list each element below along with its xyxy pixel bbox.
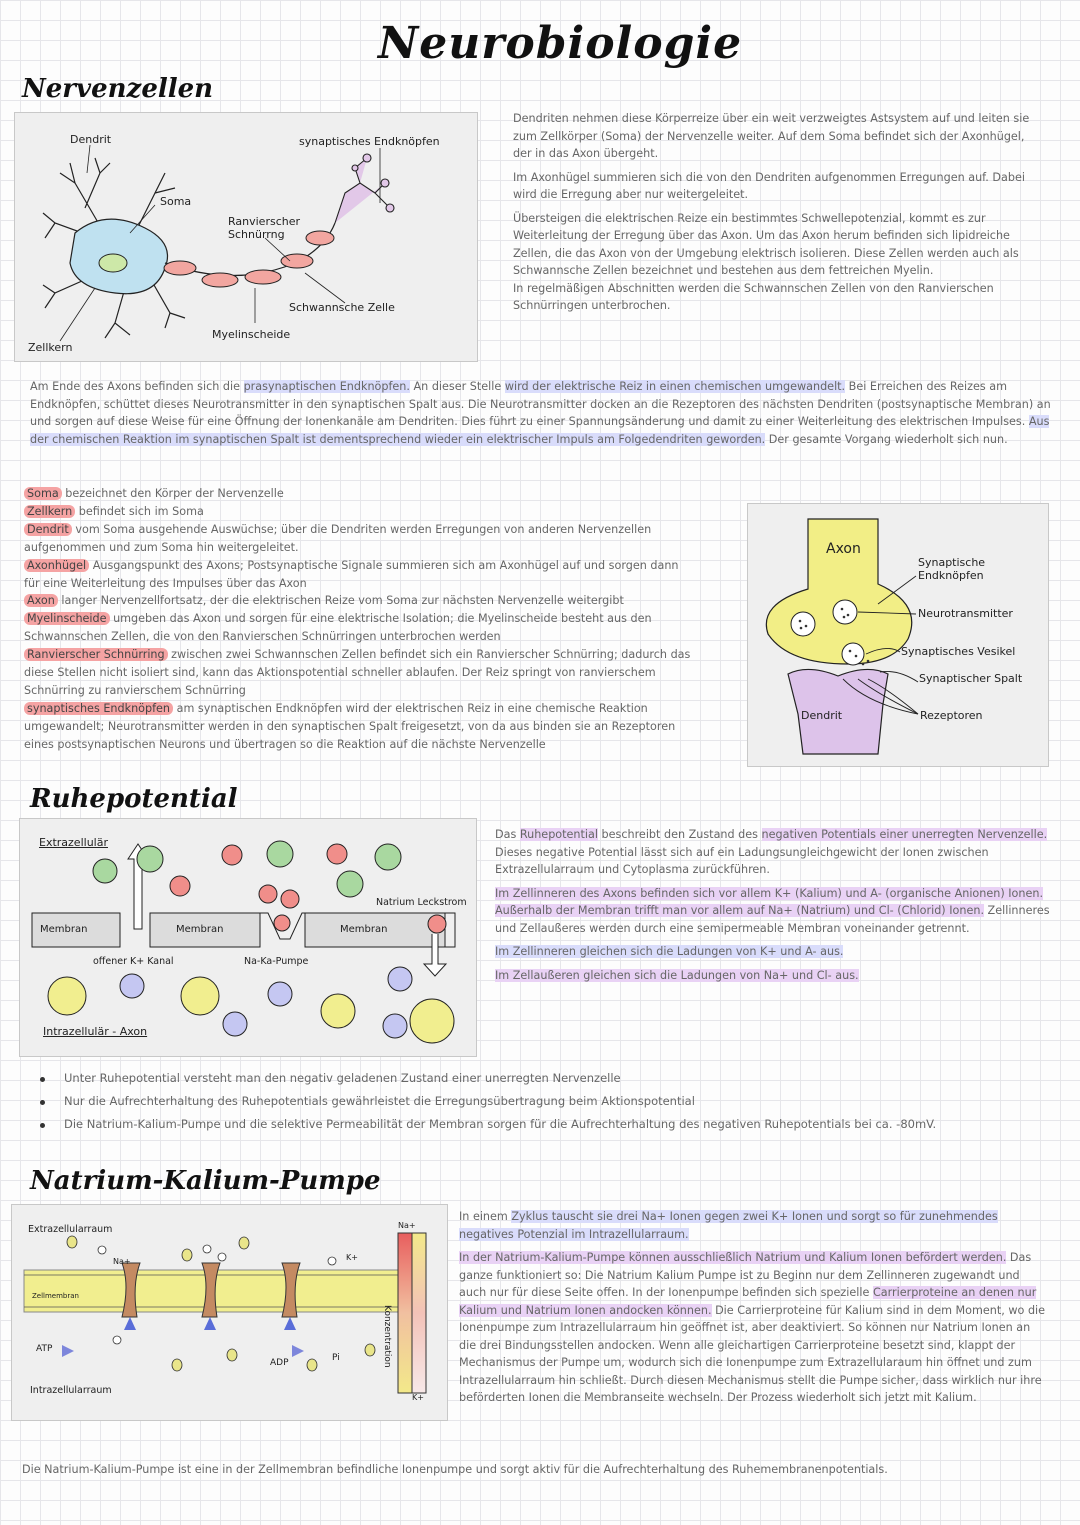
para-highlight: Aus der chemischen Reaktion im synaptischen Spalt ist dementsprechend wieder ein elektrischer Impuls am Folgedendriten geworden. [30,415,1050,446]
highlighted-text: negativen Potentials einer unerregten Nervenzelle. [761,828,1048,841]
bullet-dot [40,1123,45,1128]
pumpe-text [459,1208,1049,1413]
term-definition: bezeichnet den Körper der Nervenzelle [61,487,284,500]
nkp-label-extra: Extrazellularraum [28,1224,113,1235]
synapse-diagram [747,503,1049,767]
term-item [24,700,694,754]
paragraph [495,885,1050,938]
ruhe-label-pumpe: Na-Ka-Pumpe [244,956,309,967]
syn-label-endknopfen: Synaptische Endknöpfen [918,556,986,582]
para-highlight: prasynaptischen Endknöpfen. [243,380,410,393]
highlighted-text: Im Zellaußeren gleichen sich die Ladungen von Na+ und Cl- aus. [495,968,859,982]
syn-label-spalt: Synaptischer Spalt [919,672,1023,685]
syn-label-neuro: Neurotransmitter [918,607,1013,620]
text: Das [495,828,520,841]
label-myelin: Myelinscheide [212,328,291,341]
term-item [24,610,694,646]
nkp-label-intra: Intrazellularraum [30,1385,112,1396]
highlighted-text: In der Natrium-Kalium-Pumpe können ausschließlich Natrium und Kalium Ionen befördert werden. [459,1251,1007,1264]
nkp-label-k-1: K+ [346,1253,358,1262]
nkp-label-zellmembran: Zellmembran [32,1292,79,1300]
ruhe-label-membran-1: Membran [40,924,88,935]
ruhepotential-diagram [19,818,477,1057]
neuron-text-1: Dendriten nehmen diese Körperreize über ein weit verzweigtes Astsystem auf und leiten sie zum Zellkörper (Soma) der Nervenzelle weiter. Auf dem Soma befindet sich der Axonhügel, der in das Axon übergeht. [513,112,1030,160]
term-label: Zellkern [24,505,75,518]
nkp-label-pi: Pi [332,1353,340,1363]
page-title: Neurobiologie [378,18,743,69]
label-ranvier: Ranvierscher Schnürrng [228,215,301,241]
bullet-item [40,1117,936,1131]
highlighted-text: Im Zellinneren des Axons befinden sich vor allem K+ (Kalium) und A- (organische Anionen) Ionen. [495,886,1044,900]
bullet-item [40,1071,621,1085]
ruhe-label-membran-3: Membran [340,924,388,935]
ruhe-label-kanal: offener K+ Kanal [93,956,174,967]
term-item [24,485,694,503]
para-text: Am Ende des Axons befinden sich die [30,380,244,393]
text: beschreibt den Zustand des [597,828,762,841]
bullet-text: Nur die Aufrechterhaltung des Ruhepotentials gewährleistet die Erregungsübertragung beim Aktionspotential [64,1094,695,1108]
bullet-text: Unter Ruhepotential versteht man den negativ geladenen Zustand einer unerregten Nervenzelle [64,1071,621,1085]
term-item [24,646,694,700]
paragraph [459,1208,1049,1243]
text: Dieses negative Potential lässt sich auf ein Ladungsungleichgewicht der Ionen zwischen Extrazellularraum und Cytoplasma zurückführen. [495,845,989,876]
para-text: Bei Erreichen des Reizes am Endknöpfen, schüttet dieses Neurotransmitter in den synaptischen Spalt aus. Die Neurotransmitter docken an die Rezeptoren des nächsten Dendriten (postsynaptische Membran) an und sorgen auf diese Weise für eine Öffnung der Ionenkanäle am Dendriten. Dies führt zu einer Spannungsänderung und damit zu einer Weiterleitung des elektrischen Impulses. [30,380,1051,428]
synapse-paragraph [30,378,1070,448]
label-dendrit: Dendrit [70,133,112,146]
membrane-illustration [20,819,476,1056]
pumpe-footer: Die Natrium-Kalium-Pumpe ist eine in der Zellmembran befindliche Ionenpumpe und sorgt aktiv für die Aufrechterhaltung des Ruhemembranenpotentials. [22,1463,888,1476]
term-definition: am synaptischen Endknöpfen wird der elektrischen Reiz in eine chemische Reaktion umgewandelt; Neurotransmitter werden in den synaptischen Spalt freigesetzt, von da aus binden sie an Rezeptoren eines postsynaptischen Neurons und übertragen so die Reaktion auf die nächste Nervenzelle [24,701,676,751]
bullet-text: Die Natrium-Kalium-Pumpe und die selektive Permeabilität der Membran sorgen für die Aufrechterhaltung des negativen Ruhepotentials bei ca. -80mV. [64,1117,937,1131]
label-schwann: Schwannsche Zelle [289,301,395,314]
ruhe-label-leck: Natrium Leckstrom [376,897,467,908]
term-definition: zwischen zwei Schwannschen Zellen befindet sich ein Ranvierscher Schnürring; dadurch das diese Stellen nicht isoliert sind, kann das Aktionspotential schneller ablaufen. Der Reiz springt von ranvierschem Schnürring zu ranvierschem Schnürring [24,648,691,697]
paragraph [495,826,1050,879]
bullet-dot [40,1100,45,1105]
highlighted-text: Ruhepotential [519,828,598,841]
label-soma: Soma [160,195,192,208]
paragraph [495,967,1050,985]
section-heading-pumpe: Natrium-Kalium-Pumpe [30,1166,381,1196]
term-definition: umgeben das Axon und sorgen für eine elektrische Isolation; die Myelinscheide besteht aus den Schwannschen Zellen, die von den Ranvierschen Schnürringen unterbrochen werden [24,612,652,644]
term-definition: befindet sich im Soma [75,504,204,518]
nkp-label-k-2: K+ [412,1393,424,1402]
ruhepotential-text [495,826,1050,990]
term-definition: vom Soma ausgehende Auswüchse; über die Dendriten werden Erregungen von anderen Nervenzellen aufgenommen und zum Soma hin weitergeleitet. [24,522,652,554]
neuron-description [513,110,1038,321]
term-label: Axon [24,594,58,607]
syn-label-vesikel: Synaptisches Vesikel [901,645,1016,658]
term-label: Myelinscheide [24,612,110,625]
nkp-label-atp: ATP [36,1344,53,1354]
term-definition: langer Nervenzellfortsatz, der die elektrischen Reize vom Soma zur nächsten Nervenzelle weitergibt [57,594,624,608]
term-item [24,557,694,593]
bullet-dot [40,1077,45,1082]
neuron-text-3: Übersteigen die elektrischen Reize ein bestimmtes Schwellepotenzial, kommt es zur Weiterleitung der Erregung über das Axon. Um das Axon herum befinden sich lipidreiche Zellen, die das Axon von der Umgebung elektrisch isolieren. Diese Zellen werden auch als Schwannsche Zellen bezeichnet und bestehen aus dem fettreichen Myelin. In regelmäßigen Abschnitten werden die Schwannschen Zellen von den Ranvierschen Schnürringen unterbrochen. [513,211,1019,312]
section-heading-ruhepotential: Ruhepotential [30,784,238,814]
para-text: An dieser Stelle [409,380,505,393]
syn-label-axon: Axon [826,541,861,557]
ruhe-label-intra: Intrazellulär - Axon [43,1025,148,1038]
nkp-label-na-1: Na+ [113,1257,131,1266]
term-item [24,521,694,557]
highlighted-text: Im Zellinneren gleichen sich die Ladungen von K+ und A- aus. [495,945,844,958]
syn-label-dendrit: Dendrit [801,709,843,722]
ruhe-label-extra: Extrazellulär [39,836,108,849]
bullet-item [40,1094,695,1108]
term-label: Ranvierscher Schnürring [24,648,168,661]
text: In einem [459,1210,512,1223]
text: Die Carrierproteine für Kalium sind in dem Moment, wo die Ionenpumpe zum Intrazellularraum hin geöffnet ist, aber deaktiviert. So können nur Natrium Ionen an die drei Bindungsstellen andocken. Wenn alle gleichartigen Carrierproteine besetzt sind, klappt der Mechanismus der Pumpe um, wodurch sich die Ionenpumpe zum Extrazellularaum hin öffnet und zum Intrazellularraum hin schließt. Durch diesen Mechanismus stellt die Pumpe sicher, dass wirklich nur ihre beförderten Ionen die Membranseite wechseln. Der Prozess wiederholt sich jetzt mit Kalium. [459,1303,1046,1404]
paragraph [459,1249,1049,1407]
section-heading-nervenzellen: Nervenzellen [22,74,214,104]
ruhe-label-membran-2: Membran [176,924,224,935]
highlighted-text: Außerhalb der Membran trifft man vor allem auf Na+ (Natrium) und Cl- (Chlorid) Ionen. [495,904,984,917]
highlighted-text: Zyklus tauscht sie drei Na+ Ionen gegen zwei K+ Ionen und sorgt so für zunehmendes negatives Potenzial im Intrazellularraum. [459,1210,998,1241]
term-list [24,485,694,754]
paragraph [495,943,1050,961]
term-item [24,503,694,521]
nkp-label-adp: ADP [270,1358,289,1368]
label-zellkern: Zellkern [28,341,73,354]
term-definition: Ausgangspunkt des Axons; Postsynaptische Signale summieren sich am Axonhügel auf und sorgen dann für eine Weiterleitung des Impulses über das Axon [24,558,679,590]
term-label: synaptisches Endknöpfen [24,702,173,715]
text: Zellinneres und Zellaußeres werden durch eine semipermeable Membran voneinander getrennt. [495,904,1050,935]
term-item [24,592,694,610]
syn-label-rezeptoren: Rezeptoren [920,709,983,722]
term-label: Soma [24,487,62,500]
neuron-text-2: Im Axonhügel summieren sich die von den Dendriten aufgenommen Erregungen auf. Dabei wird die Erregung aber nur weitergeleitet. [513,170,1025,201]
term-label: Dendrit [24,523,72,536]
highlighted-text: Carrierproteine an denen nur Kalium und Natrium Ionen andocken können. [459,1286,1037,1317]
text: Das ganze funktioniert so: Die Natrium Kalium Pumpe ist zu Beginn nur dem Zellinneren zugewandt und auch nur für diese Seite offen. In der Ionenpumpe befinden sich spezielle [459,1251,1032,1299]
term-label: Axonhügel [24,559,89,572]
label-endknopfen: synaptisches Endknöpfen [299,135,440,148]
pumpe-diagram [11,1204,448,1421]
synapse-illustration [748,504,1048,766]
para-text: Der gesamte Vorgang wiederholt sich nun. [765,432,1008,446]
para-highlight: wird der elektrische Reiz in einen chemischen umgewandelt. [504,380,846,393]
nkp-label-konz: Konzentration [382,1305,392,1368]
nkp-label-na-2: Na+ [398,1221,416,1230]
neuron-diagram [14,112,478,362]
